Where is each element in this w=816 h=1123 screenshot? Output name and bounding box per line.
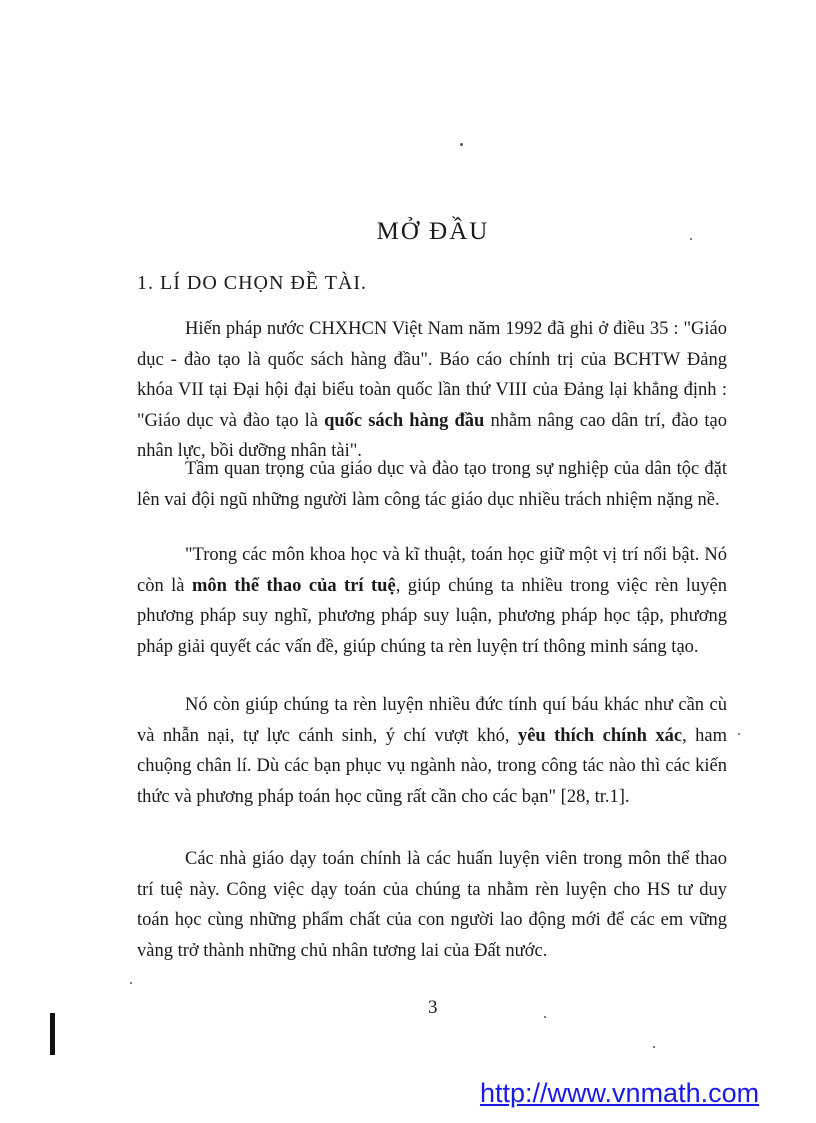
paragraph-2 [137, 454, 727, 515]
paragraph-4 [137, 690, 727, 812]
paragraph-1 [137, 314, 727, 467]
paragraph-3 [137, 540, 727, 662]
paragraph-2-text: Tầm quan trọng của giáo dục và đào tạo trong sự nghiệp của dân tộc đặt lên vai đội ngũ những người làm công tác giáo dục nhiều trách nhiệm nặng nề. [137, 459, 727, 510]
paragraph-4-text: Nó còn giúp chúng ta rèn luyện nhiều đức tính quí báu khác như cần cù và nhẫn nại, tự lực cánh sinh, ý chí vượt khó, [137, 695, 727, 746]
scan-speck [738, 733, 740, 735]
scan-margin-bar [50, 1013, 55, 1055]
section-heading: 1. LÍ DO CHỌN ĐỀ TÀI. [137, 272, 368, 294]
paragraph-5-text: Các nhà giáo dạy toán chính là các huấn luyện viên trong môn thể thao trí tuệ này. Công việc dạy toán của chúng ta nhằm rèn luyện cho HS tư duy toán học cùng những phẩm chất của con người lao động mới để các em vững vàng trở thành những chủ nhân tương lai của Đất nước. [137, 849, 727, 961]
scan-speck [653, 1046, 655, 1048]
paragraph-5 [137, 844, 727, 966]
paragraph-3-text-end: , giúp chúng ta nhiều trong việc rèn luyện phương pháp suy nghĩ, phương pháp suy luận, phương pháp học tập, phương pháp giải quyết các vấn đề, giúp chúng ta rèn luyện trí thông minh sáng tạo. [137, 575, 728, 657]
paragraph-4-emphasis: yêu thích chính xác [517, 725, 683, 746]
page-title: MỞ ĐẦU [376, 218, 490, 245]
scan-speck [130, 982, 132, 984]
paragraph-3-text: "Trong các môn khoa học và kĩ thuật, toán học giữ một vị trí nổi bật. Nó còn là [137, 545, 727, 596]
scan-speck [690, 238, 692, 240]
paragraph-3-emphasis: môn thể thao của trí tuệ [191, 575, 396, 596]
paragraph-1-text-end: nhằm nâng cao dân trí, đào tạo nhân lực, bồi dưỡng nhân tài". [137, 410, 728, 461]
source-link[interactable]: http://www.vnmath.com [480, 1078, 760, 1108]
paragraph-4-text-end: , ham chuộng chân lí. Dù các bạn phục vụ ngành nào, trong công tác nào thì các kiến thức và phương pháp toán học cũng rất cần cho các bạn" [28, tr.1]. [137, 725, 727, 807]
scan-speck [460, 143, 463, 146]
paragraph-1-text: Hiến pháp nước CHXHCN Việt Nam năm 1992 đã ghi ở điều 35 : "Giáo dục - đào tạo là quốc sách hàng đầu". Báo cáo chính trị của BCHTW Đảng khóa VII tại Đại hội đại biểu toàn quốc lần thứ VIII của Đảng lại khẳng định : "Giáo dục và đào tạo là [137, 319, 727, 431]
scan-speck [544, 1016, 546, 1018]
paragraph-1-emphasis: quốc sách hàng đầu [324, 410, 485, 431]
page-number: 3 [428, 997, 438, 1018]
